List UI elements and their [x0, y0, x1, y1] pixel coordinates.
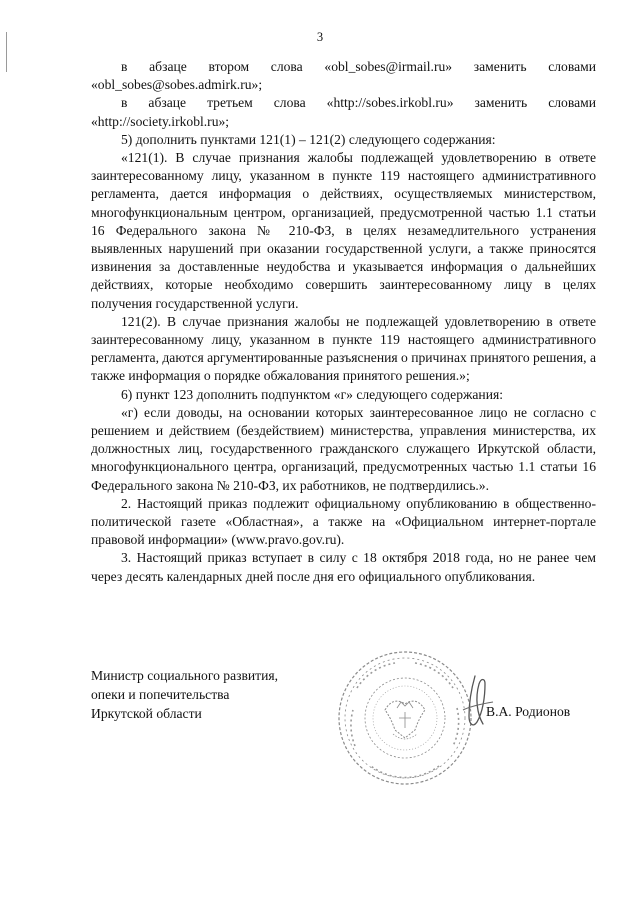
signatory-name: В.А. Родионов: [486, 704, 571, 719]
document-body: [91, 58, 596, 586]
paragraph-item-5: 5) дополнить пунктами 121(1) – 121(2) следующего содержания:: [121, 131, 496, 147]
paragraph-effective-date: 3. Настоящий приказ вступает в силу с 18 октября 2018 года, но не ранее чем через десять календарных дней после дня его официального опубликования.: [91, 550, 596, 584]
signatory-title: [91, 667, 351, 723]
paragraph-subitem-g: «г) если доводы, на основании которых заинтересованное лицо не согласно с решением и действием (бездействием) министерства, управления министерства, их должностных лиц, государственного гражданского служащего Иркутской области, многофункционального центра, организаций, предусмотренных частью 1.1 статьи 16 Федерального закона № 210-ФЗ, их работников, не подтвердились.».: [91, 404, 596, 493]
signatory-title-line: Иркутской области: [91, 705, 202, 721]
signatory-title-line: опеки и попечительства: [91, 686, 230, 702]
signatory-title-line: Министр социального развития,: [91, 668, 279, 683]
paragraph-email-change: в абзаце втором слова «obl_sobes@irmail.ru» заменить словами «obl_sobes@sobes.admirk.ru»;: [91, 59, 596, 93]
paragraph-publication: 2. Настоящий приказ подлежит официальному опубликованию в общественно-политической газете «Областная», а также на «Официальном интернет-портале правовой информации» (www.pravo.gov.ru).: [91, 495, 596, 548]
paragraph-item-6: 6) пункт 123 дополнить подпунктом «г» следующего содержания:: [121, 386, 503, 402]
official-seal-stamp: [335, 648, 475, 788]
paragraph-121-2: 121(2). В случае признания жалобы не подлежащей удовлетворению в ответе заинтересованному лицу, указанном в пункте 119 настоящего административного регламента, даются аргументированные разъяснения о причинах принятого решения, а также информация о порядке обжалования принятого решения.»;: [91, 313, 597, 384]
paragraph-url-change: в абзаце третьем слова «http://sobes.irkobl.ru» заменить словами «http://society.irkobl.ru»;: [91, 95, 596, 129]
handwritten-signature: [455, 672, 501, 734]
paragraph-121-1: «121(1). В случае признания жалобы подлежащей удовлетворению в ответе заинтересованному лицу, указанном в пункте 119 настоящего административного регламента, дается информация о действиях, осуществляемых министерством, многофункциональным центром, организацией, предусмотренной частью 1.1 статьи 16 Федерального закона № 210-ФЗ, в целях незамедлительного устранения выявленных нарушений при оказании государственной услуги, а также приносятся извинения за доставленные неудобства и указывается информация о дальнейших действиях, которые необходимо совершить заинтересованному лицу в целях получения государственной услуги.: [91, 150, 596, 311]
page-number: 3: [316, 30, 324, 44]
